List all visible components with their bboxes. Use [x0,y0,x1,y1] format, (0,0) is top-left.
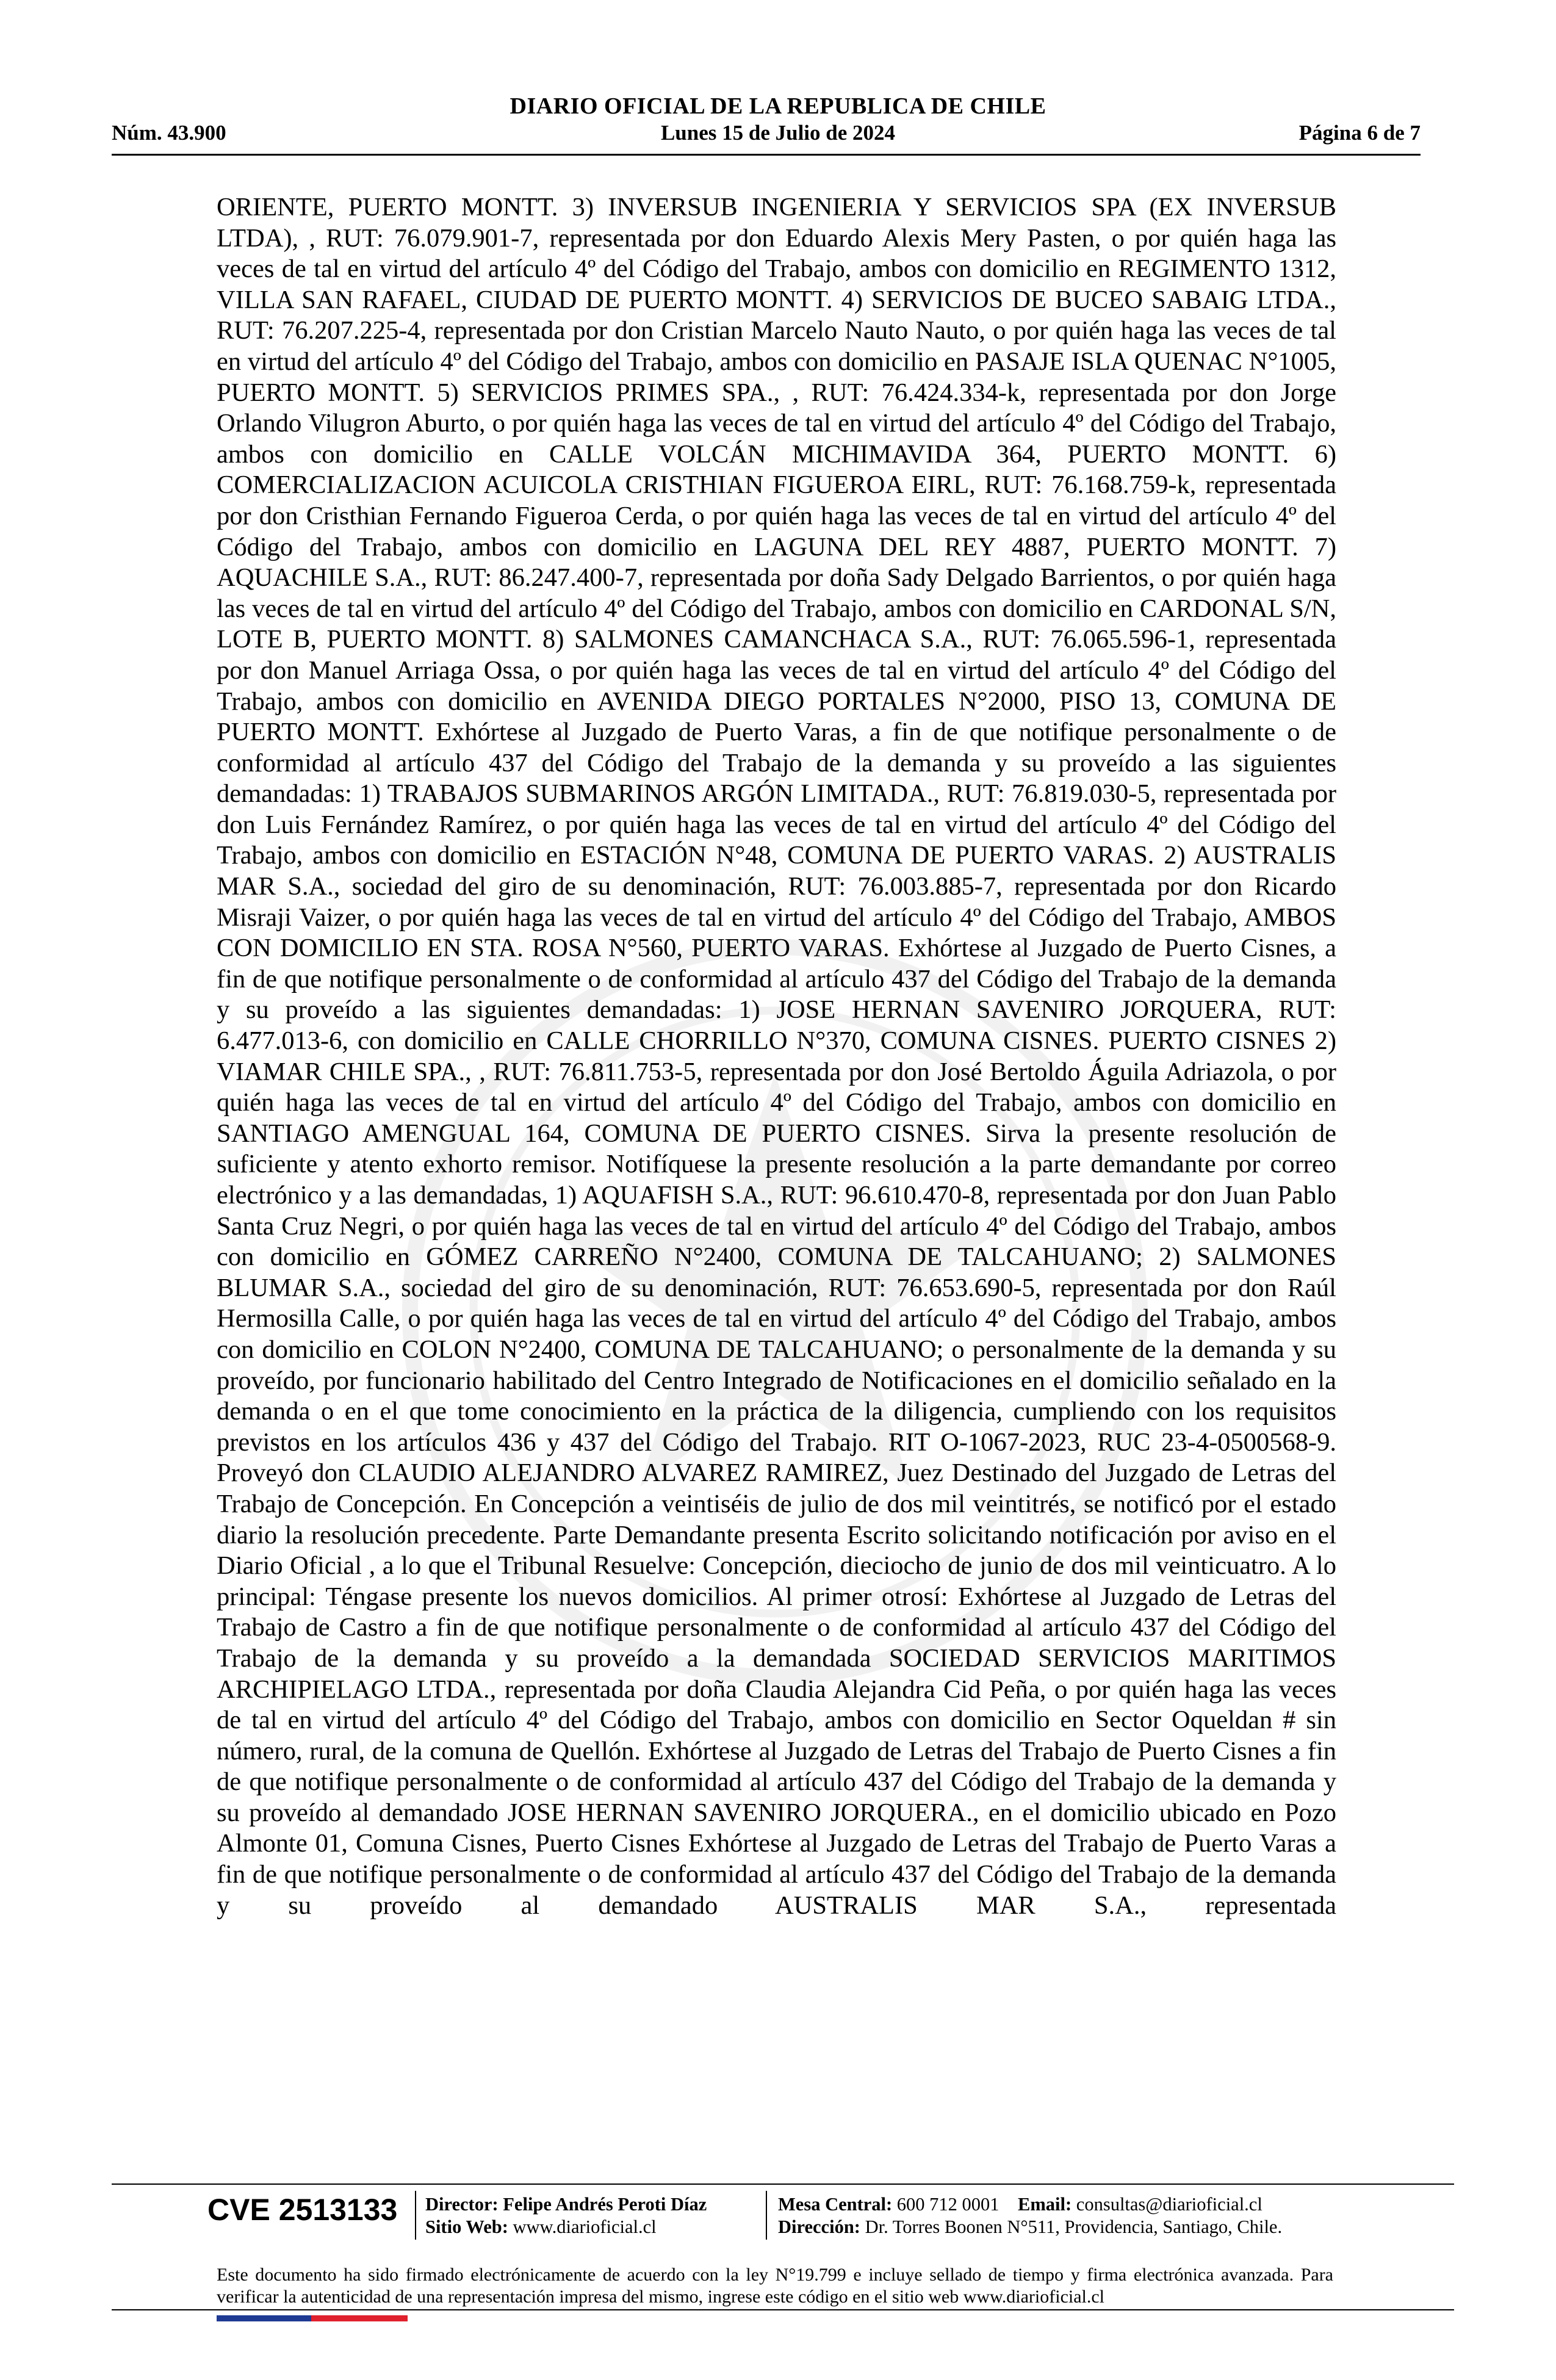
footer-separator [766,2191,767,2240]
site-link[interactable]: www.diarioficial.cl [513,2216,657,2237]
issue-date: Lunes 15 de Julio de 2024 [660,121,896,145]
mesa-label: Mesa Central: [778,2194,893,2215]
address-value: Dr. Torres Boonen N°511, Providencia, Santiago, Chile. [865,2216,1283,2237]
header-divider [112,154,1421,156]
footer-contact-block [778,2193,1282,2238]
publication-title: DIARIO OFICIAL DE LA REPUBLICA DE CHILE [510,93,1046,119]
email-link[interactable]: consultas@diarioficial.cl [1076,2194,1262,2215]
email-label: Email: [1018,2194,1072,2215]
footer-separator [415,2191,416,2240]
footer-bottom-divider [112,2309,1454,2310]
signature-note: Este documento ha sido firmado electrónicamente de acuerdo con la ley N°19.799 e incluye sellado de tiempo y firma electrónica avanzada. Para verificar la autenticidad de una representación impresa del mismo, ingrese este código en el sitio web www.diarioficial.cl [217,2265,1333,2307]
cve-code: CVE 2513133 [207,2193,398,2227]
director-name: Felipe Andrés Peroti Díaz [503,2194,707,2215]
flag-stripe-red [311,2315,408,2321]
site-label: Sitio Web: [425,2216,508,2237]
footer-director-block [425,2193,707,2238]
mesa-phone: 600 712 0001 [896,2194,1000,2215]
issue-number: Núm. 43.900 [112,121,226,145]
body-paragraph: ORIENTE, PUERTO MONTT. 3) INVERSUB INGENIERIA Y SERVICIOS SPA (EX INVERSUB LTDA), , RUT: 76.079.901-7, representada por don Eduardo Alexis Mery Pasten, o por quién haga las veces de tal en virtud del artículo 4º del Código del Trabajo, ambos con domicilio en REGIMENTO 1312, VILLA SAN RAFAEL, CIUDAD DE PUERTO MONTT. 4) SERVICIOS DE BUCEO SABAIG LTDA., RUT: 76.207.225-4, representada por don Cristian Marcelo Nauto Nauto, o por quién haga las veces de tal en virtud del artículo 4º del Código del Trabajo, ambos con domicilio en PASAJE ISLA QUENAC N°1005, PUERTO MONTT. 5) SERVICIOS PRIMES SPA., , RUT: 76.424.334-k, representada por don Jorge Orlando Vilugron Aburto, o por quién haga las veces de tal en virtud del artículo 4º del Código del Trabajo, ambos con domicilio en CALLE VOLCÁN MICHIMAVIDA 364, PUERTO MONTT. 6) COMERCIALIZACION ACUICOLA CRISTHIAN FIGUEROA EIRL, RUT: 76.168.759-k, representada por don Cristhian Fernando Figueroa Cerda, o por quién haga las veces de tal en virtud del artículo 4º del Código del Trabajo, ambos con domicilio en LAGUNA DEL REY 4887, PUERTO MONTT. 7) AQUACHILE S.A., RUT: 86.247.400-7, representada por doña Sady Delgado Barrientos, o por quién haga las veces de tal en virtud del artículo 4º del Código del Trabajo, ambos con domicilio en CARDONAL S/N, LOTE B, PUERTO MONTT. 8) SALMONES CAMANCHACA S.A., RUT: 76.065.596-1, representada por don Manuel Arriaga Ossa, o por quién haga las veces de tal en virtud del artículo 4º del Código del Trabajo, ambos con domicilio en AVENIDA DIEGO PORTALES N°2000, PISO 13, COMUNA DE PUERTO MONTT. Exhórtese al Juzgado de Puerto Varas, a fin de que notifique personalmente o de conformidad al artículo 437 del Código del Trabajo de la demanda y su proveído a las siguientes demandadas: 1) TRABAJOS SUBMARINOS ARGÓN LIMITADA., RUT: 76.819.030-5, representada por don Luis Fernández Ramírez, o por quién haga las veces de tal en virtud del artículo 4º del Código del Trabajo, ambos con domicilio en ESTACIÓN N°48, COMUNA DE PUERTO VARAS. 2) AUSTRALIS MAR S.A., sociedad del giro de su denominación, RUT: 76.003.885-7, representada por don Ricardo Misraji Vaizer, o por quién haga las veces de tal en virtud del artículo 4º del Código del Trabajo, AMBOS CON DOMICILIO EN STA. ROSA N°560, PUERTO VARAS. Exhórtese al Juzgado de Puerto Cisnes, a fin de que notifique personalmente o de conformidad al artículo 437 del Código del Trabajo de la demanda y su proveído a las siguientes demandadas: 1) JOSE HERNAN SAVENIRO JORQUERA, RUT: 6.477.013-6, con domicilio en CALLE CHORRILLO N°370, COMUNA CISNES. PUERTO CISNES 2) VIAMAR CHILE SPA., , RUT: 76.811.753-5, representada por don José Bertoldo Águila Adriazola, o por quién haga las veces de tal en virtud del artículo 4º del Código del Trabajo, ambos con domicilio en SANTIAGO AMENGUAL 164, COMUNA DE PUERTO CISNES. Sirva la presente resolución de suficiente y atento exhorto remisor. Notifíquese la presente resolución a la parte demandante por correo electrónico y a las demandadas, 1) AQUAFISH S.A., RUT: 96.610.470-8, representada por don Juan Pablo Santa Cruz Negri, o por quién haga las veces de tal en virtud del artículo 4º del Código del Trabajo, ambos con domicilio en GÓMEZ CARREÑO N°2400, COMUNA DE TALCAHUANO; 2) SALMONES BLUMAR S.A., sociedad del giro de su denominación, RUT: 76.653.690-5, representada por don Raúl Hermosilla Calle, o por quién haga las veces de tal en virtud del artículo 4º del Código del Trabajo, ambos con domicilio en COLON N°2400, COMUNA DE TALCAHUANO; o personalmente de la demanda y su proveído, por funcionario habilitado del Centro Integrado de Notificaciones en el domicilio señalado en la demanda o en el que tome conocimiento en la práctica de la diligencia, cumpliendo con los requisitos previstos en los artículos 436 y 437 del Código del Trabajo. RIT O-1067-2023, RUC 23-4-0500568-9. Proveyó don CLAUDIO ALEJANDRO ALVAREZ RAMIREZ, Juez Destinado del Juzgado de Letras del Trabajo de Concepción. En Concepción a veintiséis de julio de dos mil veintitrés, se notificó por el estado diario la resolución precedente. Parte Demandante presenta Escrito solicitando notificación por aviso en el Diario Oficial , a lo que el Tribunal Resuelve: Concepción, dieciocho de junio de dos mil veinticuatro. A lo principal: Téngase presente los nuevos domicilios. Al primer otrosí: Exhórtese al Juzgado de Letras del Trabajo de Castro a fin de que notifique personalmente o de conformidad al artículo 437 del Código del Trabajo de la demanda y su proveído a la demandada SOCIEDAD SERVICIOS MARITIMOS ARCHIPIELAGO LTDA., representada por doña Claudia Alejandra Cid Peña, o por quién haga las veces de tal en virtud del artículo 4º del Código del Trabajo, ambos con domicilio en Sector Oqueldan # sin número, rural, de la comuna de Quellón. Exhórtese al Juzgado de Letras del Trabajo de Puerto Cisnes a fin de que notifique personalmente o de conformidad al artículo 437 del Código del Trabajo de la demanda y su proveído al demandado JOSE HERNAN SAVENIRO JORQUERA., en el domicilio ubicado en Pozo Almonte 01, Comuna Cisnes, Puerto Cisnes Exhórtese al Juzgado de Letras del Trabajo de Puerto Varas a fin de que notifique personalmente o de conformidad al artículo 437 del Código del Trabajo de la demanda y su proveído al demandado AUSTRALIS MAR S.A., representada [217,193,1336,1920]
address-label: Dirección: [778,2216,860,2237]
director-label: Director: [425,2194,499,2215]
footer-divider [112,2183,1454,2185]
flag-stripe-blue [217,2315,311,2321]
page-indicator: Página 6 de 7 [1298,121,1421,145]
